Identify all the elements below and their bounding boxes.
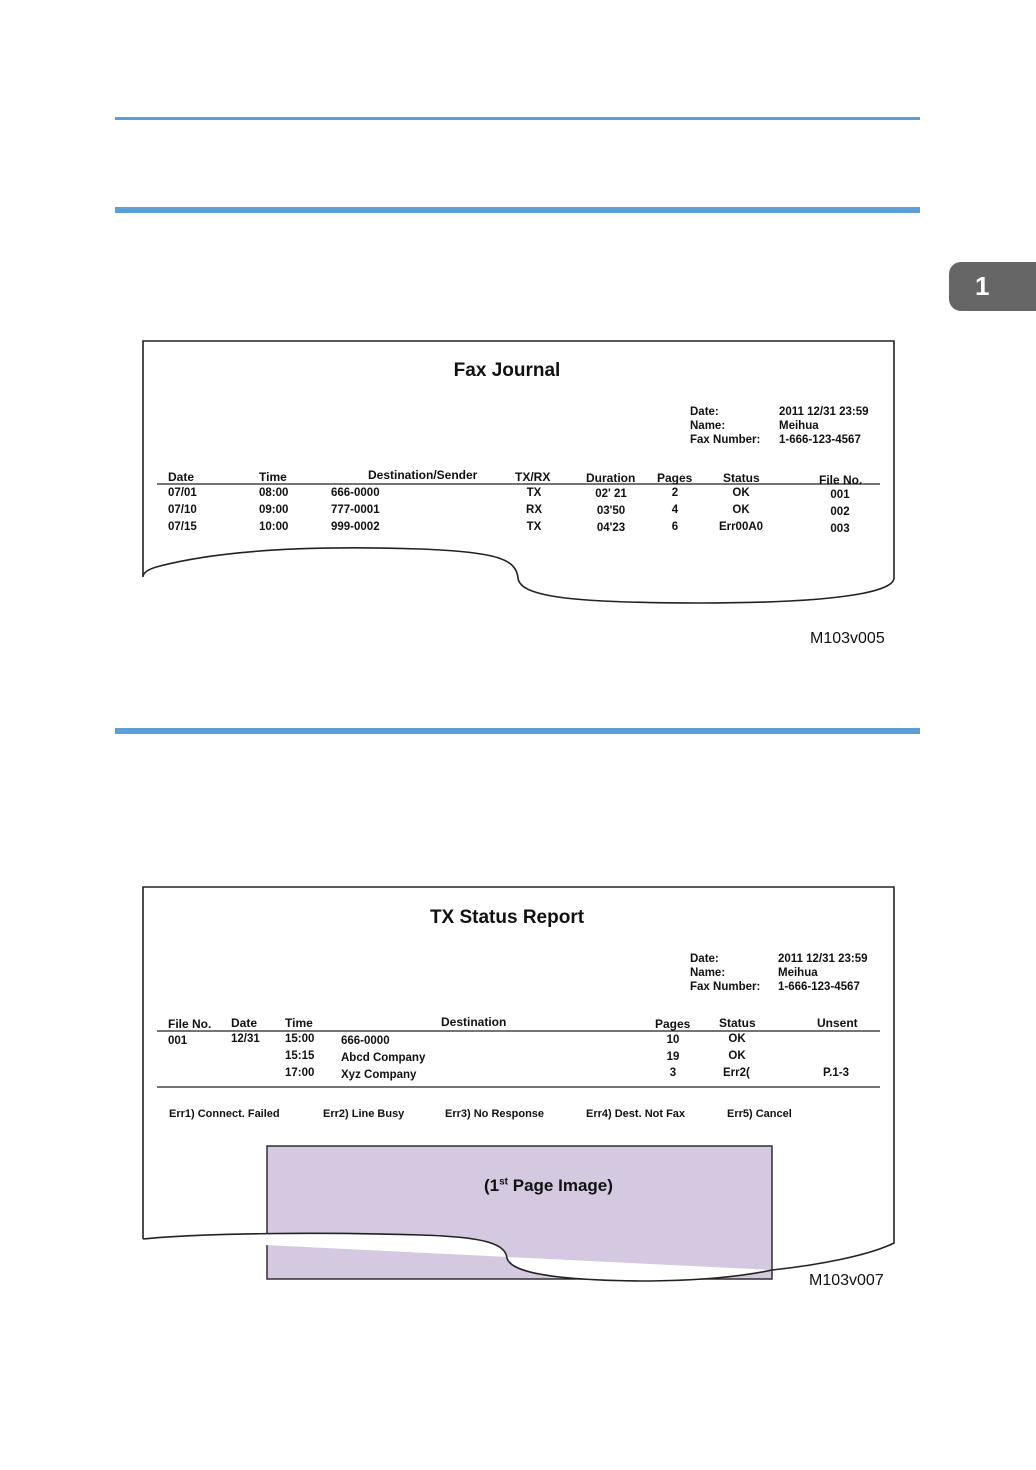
fax-journal-date-value: 2011 12/31 23:59 — [779, 406, 869, 418]
table-cell: OK — [732, 487, 750, 499]
table-cell: 04'23 — [596, 522, 626, 534]
fax-journal-col-time: Time — [259, 470, 287, 484]
tx-status-date-label: Date: — [690, 953, 719, 965]
fax-journal-figure-id: M103v005 — [810, 630, 885, 647]
fax-journal-fax-value: 1-666-123-4567 — [779, 434, 861, 446]
fax-journal-col-txrx: TX/RX — [515, 470, 551, 484]
table-cell: 3 — [669, 1067, 677, 1079]
table-cell: TX — [526, 487, 542, 499]
fax-journal-title: Fax Journal — [453, 360, 561, 381]
table-cell: 10 — [666, 1034, 680, 1046]
table-cell: 07/10 — [168, 504, 197, 516]
table-cell: 02' 21 — [595, 488, 627, 500]
table-cell: 15:15 — [285, 1050, 315, 1062]
table-cell: RX — [526, 504, 542, 516]
table-cell: 777-0001 — [331, 504, 380, 516]
fax-journal-name-value: Meihua — [779, 420, 819, 432]
table-cell: TX — [526, 521, 542, 533]
table-cell: 666-0000 — [341, 1035, 390, 1047]
table-cell: 07/01 — [168, 487, 197, 499]
table-cell: 03'50 — [596, 505, 626, 517]
table-cell: P.1-3 — [822, 1067, 850, 1079]
table-cell: 001 — [168, 1035, 188, 1047]
table-cell: Abcd Company — [341, 1052, 426, 1064]
tx-status-figure-id: M103v007 — [809, 1272, 884, 1289]
table-cell: Err2( — [723, 1067, 750, 1079]
fax-journal-col-duration: Duration — [586, 471, 636, 485]
table-cell: 2 — [671, 487, 679, 499]
chapter-number: 1 — [975, 271, 990, 301]
table-cell: 07/15 — [168, 521, 197, 533]
error-legend-item: Err2) Line Busy — [323, 1108, 405, 1120]
table-cell: 15:00 — [285, 1033, 315, 1045]
table-cell: 002 — [830, 506, 850, 518]
fax-journal-name-label: Name: — [690, 420, 726, 432]
error-legend-item: Err4) Dest. Not Fax — [586, 1108, 686, 1120]
tx-status-fax-label: Fax Number: — [690, 981, 761, 993]
table-cell: 17:00 — [285, 1067, 315, 1079]
table-cell: 6 — [671, 521, 679, 533]
tx-status-col-unsent: Unsent — [817, 1016, 858, 1030]
page-image-label — [484, 1176, 613, 1196]
table-cell: 001 — [830, 489, 850, 501]
page-image-superscript: st — [499, 1176, 509, 1188]
error-legend-item: Err3) No Response — [445, 1108, 545, 1120]
tx-status-col-fileno: File No. — [168, 1017, 212, 1031]
fax-journal-date-label: Date: — [690, 406, 719, 418]
table-cell: Err00A0 — [718, 521, 764, 533]
table-cell: 003 — [830, 523, 850, 535]
tx-status-name-label: Name: — [690, 967, 726, 979]
error-legend-item: Err5) Cancel — [727, 1108, 792, 1120]
table-cell: 4 — [671, 504, 679, 516]
tx-status-date-value: 2011 12/31 23:59 — [778, 953, 868, 965]
table-cell: 19 — [666, 1051, 680, 1063]
table-cell: 09:00 — [259, 504, 289, 516]
table-cell: OK — [732, 504, 750, 516]
tx-status-col-time: Time — [285, 1016, 313, 1030]
tx-status-col-date: Date — [231, 1016, 258, 1030]
tx-status-name-value: Meihua — [778, 967, 818, 979]
table-cell: OK — [728, 1033, 746, 1045]
tx-status-col-pages: Pages — [655, 1017, 691, 1031]
fax-journal-col-status: Status — [723, 471, 760, 485]
tx-status-col-destination: Destination — [441, 1015, 507, 1029]
table-cell: 08:00 — [259, 487, 289, 499]
table-cell: 10:00 — [259, 521, 289, 533]
fax-journal-fax-label: Fax Number: — [690, 434, 761, 446]
fax-journal-col-pages: Pages — [657, 471, 693, 485]
tx-status-fax-value: 1-666-123-4567 — [778, 981, 860, 993]
fax-journal-col-fileno: File No. — [819, 473, 863, 487]
tx-status-title: TX Status Report — [429, 907, 585, 928]
table-cell: 666-0000 — [331, 487, 380, 499]
table-cell: 12/31 — [231, 1033, 260, 1045]
table-cell: OK — [728, 1050, 746, 1062]
fax-journal-col-destination: Destination/Sender — [368, 468, 478, 482]
fax-journal-col-date: Date — [168, 470, 195, 484]
tx-status-col-status: Status — [719, 1016, 756, 1030]
page-image-prefix: (1 — [484, 1176, 500, 1195]
error-legend-item: Err1) Connect. Failed — [169, 1108, 280, 1120]
table-cell: Xyz Company — [341, 1069, 417, 1081]
page-image-suffix: Page Image) — [508, 1176, 613, 1195]
table-cell: 999-0002 — [331, 521, 380, 533]
